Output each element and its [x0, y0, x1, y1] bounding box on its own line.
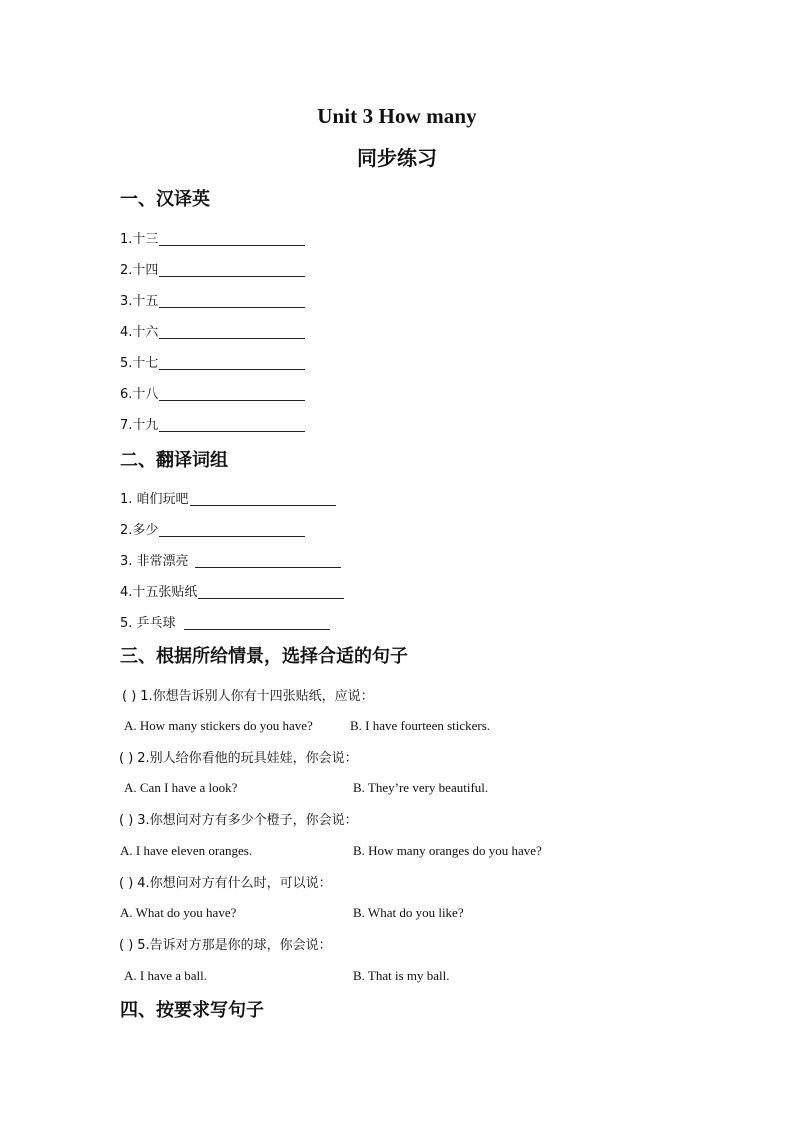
question-row: [119, 937, 332, 953]
answer-blank[interactable]: [159, 416, 305, 432]
item-label: 5. 乒乓球: [120, 616, 176, 631]
item-label: 6.十八: [120, 387, 159, 402]
list-item: [120, 261, 305, 277]
question-text: 3.你想问对方有多少个橙子，你会说：: [137, 813, 358, 828]
item-label: 3.十五: [120, 294, 159, 309]
question-text: 1.你想告诉别人你有十四张贴纸，应说：: [140, 689, 374, 704]
item-label: 4.十五张贴纸: [120, 585, 198, 600]
answer-blank[interactable]: [198, 583, 344, 599]
answer-blank[interactable]: [159, 521, 305, 537]
item-label: 2.十四: [120, 263, 159, 278]
item-label: 2.多少: [120, 523, 159, 538]
question-row: [119, 750, 358, 766]
question-text: 4.你想问对方有什么时，可以说：: [137, 876, 332, 891]
answer-paren[interactable]: ( ): [119, 938, 134, 953]
answer-blank[interactable]: [159, 323, 305, 339]
answer-blank[interactable]: [159, 385, 305, 401]
option-b: B. I have fourteen stickers.: [350, 718, 491, 733]
answer-blank[interactable]: [159, 354, 305, 370]
list-item: [120, 583, 344, 599]
answer-paren[interactable]: ( ): [119, 876, 134, 891]
item-label: 4.十六: [120, 325, 159, 340]
question-row: [122, 688, 374, 704]
list-item: [120, 416, 305, 432]
option-a: A. How many stickers do you have?: [124, 718, 313, 733]
section-heading-4: 四、按要求写句子: [120, 1000, 264, 1021]
question-text: 2.别人给你看他的玩具娃娃，你会说：: [137, 751, 358, 766]
answer-paren[interactable]: ( ): [122, 689, 137, 704]
answer-paren[interactable]: ( ): [119, 751, 134, 766]
list-item: [120, 614, 330, 630]
option-a: A. I have eleven oranges.: [120, 843, 253, 858]
list-item: [120, 490, 336, 506]
option-b: B. What do you like?: [353, 905, 464, 920]
option-a: A. What do you have?: [120, 905, 237, 920]
answer-blank[interactable]: [159, 230, 305, 246]
section-heading-3: 三、根据所给情景，选择合适的句子: [120, 646, 408, 667]
answer-blank[interactable]: [190, 490, 336, 506]
question-row: [119, 875, 332, 891]
list-item: [120, 552, 341, 568]
item-label: 7.十九: [120, 418, 159, 433]
item-label: 5.十七: [120, 356, 159, 371]
page-title: Unit 3 How many: [317, 104, 477, 128]
option-a: A. Can I have a look?: [124, 780, 238, 795]
section-heading-2: 二、翻译词组: [120, 450, 228, 471]
question-row: [119, 812, 358, 828]
list-item: [120, 521, 305, 537]
option-b: B. How many oranges do you have?: [353, 843, 542, 858]
item-label: 1. 咱们玩吧: [120, 492, 189, 507]
list-item: [120, 323, 305, 339]
option-a: A. I have a ball.: [124, 968, 208, 983]
answer-blank[interactable]: [195, 552, 341, 568]
answer-paren[interactable]: ( ): [119, 813, 134, 828]
option-b: B. That is my ball.: [353, 968, 450, 983]
list-item: [120, 385, 305, 401]
answer-blank[interactable]: [159, 261, 305, 277]
list-item: [120, 354, 305, 370]
list-item: [120, 230, 305, 246]
question-text: 5.告诉对方那是你的球，你会说：: [137, 938, 332, 953]
list-item: [120, 292, 305, 308]
item-label: 3. 非常漂亮: [120, 554, 189, 569]
page-subtitle: 同步练习: [357, 146, 437, 170]
section-heading-1: 一、汉译英: [120, 189, 210, 210]
option-b: B. They’re very beautiful.: [353, 780, 489, 795]
answer-blank[interactable]: [159, 292, 305, 308]
item-label: 1.十三: [120, 232, 159, 247]
answer-blank[interactable]: [184, 614, 330, 630]
